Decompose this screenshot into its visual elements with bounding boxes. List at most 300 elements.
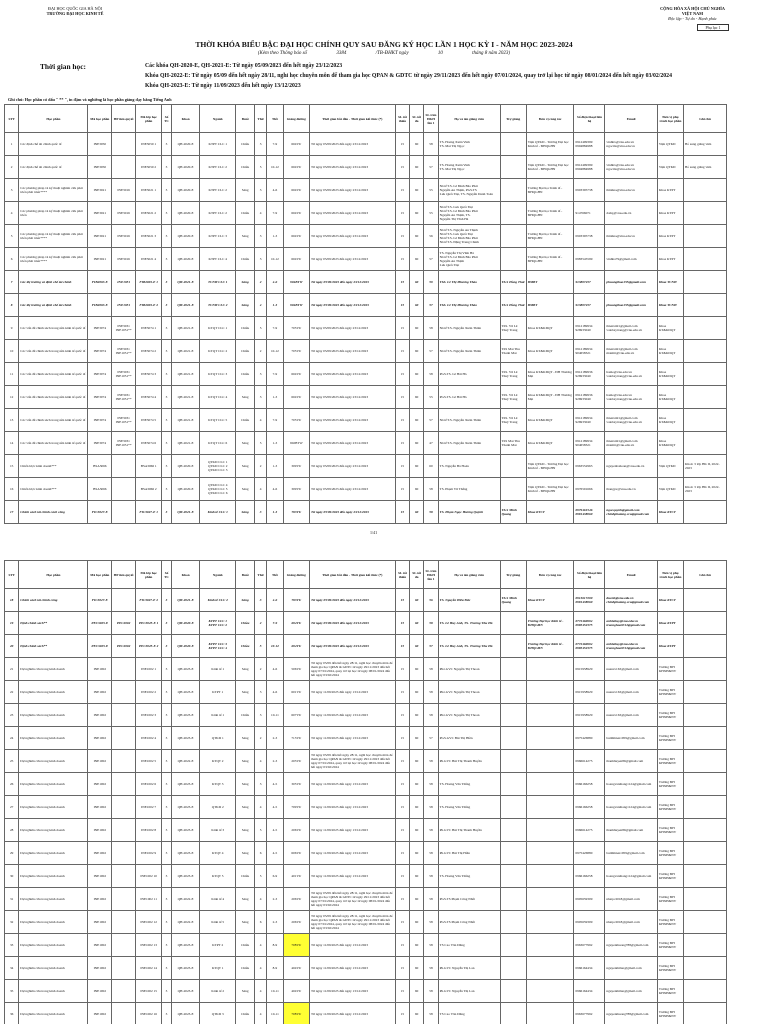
major-cell: KTQT CLC 6 [200, 432, 236, 455]
stt-cell: 34 [5, 957, 19, 980]
major-cell: Kinh tế 3 [200, 819, 236, 842]
note-cell [684, 432, 727, 455]
class-code-cell: INE1002 10 [136, 865, 162, 888]
affiliation-cell [526, 934, 574, 957]
note-cell [684, 865, 727, 888]
table-row [5, 179, 727, 202]
room-cell: 904BTW [283, 294, 309, 317]
major-cell: Kinh tế 1 [200, 704, 236, 727]
credits-cell: 3 [162, 819, 172, 842]
table-row [5, 819, 727, 842]
stt-cell: 1 [5, 133, 19, 156]
room-cell: 902BTW [283, 432, 309, 455]
room-cell: 703VU [283, 501, 309, 524]
phone-cell: 0912189934 904658321 [574, 340, 605, 363]
prerequisite-cell: INE3016 [112, 179, 136, 202]
credits-cell: 3 [162, 202, 172, 225]
prerequisite-cell: INE3016 [112, 248, 136, 271]
cohort-cell: QH-2021-E [171, 409, 200, 432]
course-code-cell: INE1002 [88, 750, 112, 773]
session-cell: Sáng [236, 501, 255, 524]
max-size-cell: 60 [410, 317, 424, 340]
email-cell: hoangvanthang1124@gmail.com [605, 773, 657, 796]
period-cell: 7-9 [267, 409, 284, 432]
credits-cell: 3 [162, 271, 172, 294]
cohort-cell: QH-2021-E [171, 317, 200, 340]
phone-cell: 0975426880 [574, 842, 605, 865]
min-size-cell: 15 [395, 248, 409, 271]
session-cell: Chiều [236, 635, 255, 658]
note-cell [684, 363, 727, 386]
schedule-table-page-2 [4, 560, 727, 1024]
column-header: Họ và tên giảng viên [438, 561, 500, 589]
department-cell: Trường ĐH KHXH&NV [657, 796, 683, 819]
note-cell [684, 934, 727, 957]
min-size-cell: 15 [395, 727, 409, 750]
credits-cell: 3 [162, 317, 172, 340]
lecturer-cell: Phó.GVC Nguyễn Thị Thoan [438, 658, 500, 681]
course-code-cell: INE1002 [88, 681, 112, 704]
class-code-cell: INE3074 2 [136, 340, 162, 363]
department-cell: Trường ĐH KHXH&NV [657, 957, 683, 980]
max-size-cell: 60 [410, 202, 424, 225]
phone-cell: 0976591666 [574, 478, 605, 501]
note-cell [684, 980, 727, 1003]
duration-cell: Từ ngày 11/09/2023 đến ngày 13/12/2023 [309, 957, 395, 980]
note-line: Ghi chú: Học phần có dấu " ** ", in đậm và nghiêng là học phần giảng dạy bằng Tiếng Anh [8, 97, 172, 102]
weekday-cell: 3 [255, 501, 267, 524]
prerequisite-cell [112, 842, 136, 865]
note-cell [684, 773, 727, 796]
phone-cell: 0966164434 [574, 980, 605, 1003]
major-cell: KTQT 4 [200, 842, 236, 865]
email-cell: hoangvanthang1124@gmail.com [605, 796, 657, 819]
cohort-cell: QH-2020-E [171, 179, 200, 202]
lecturer-cell: PGS.GVC Bùi Thị Hiền [438, 727, 500, 750]
column-header: STT [5, 105, 19, 133]
weekday-cell: 5 [255, 432, 267, 455]
room-cell: 705VU [283, 340, 309, 363]
max-size-cell: 60 [410, 727, 424, 750]
major-cell: Kinh tế 4 [200, 888, 236, 911]
table-row [5, 432, 727, 455]
credits-cell: 3 [162, 727, 172, 750]
course-name-cell: Chiến lược kinh doanh*** [19, 455, 88, 478]
lecturer-cell: Ph.GVC Bùi Thị Hiền [438, 842, 500, 865]
phone-cell: 0912499399 0904884988 [574, 156, 605, 179]
note-cell [684, 409, 727, 432]
department-cell: Viện QTKD [657, 133, 683, 156]
major-cell: KTPT CLC 4 [200, 248, 236, 271]
room-cell: 601VU [283, 681, 309, 704]
room-cell: 904BTW [283, 271, 309, 294]
stt-cell: 3 [5, 179, 19, 202]
cohort-cell: QH-2020-E [171, 612, 200, 635]
min-size-cell: 15 [395, 842, 409, 865]
session-cell: Sáng [236, 727, 255, 750]
assistant-cell [500, 750, 526, 773]
period-cell: 1-3 [267, 386, 284, 409]
course-name-cell: Các phương pháp và kỹ thuật nghiên cứu phát triển [19, 202, 88, 225]
column-header: SL tối thiểu [395, 105, 409, 133]
class-code-cell: INE1002 3 [136, 704, 162, 727]
course-name-cell: Định chính sách** [19, 635, 88, 658]
course-name-cell: Các vấn đề chính sách trong nền kinh tế quốc tế [19, 317, 88, 340]
lecturer-cell: Phó.GVC Nguyễn Thị Thoan [438, 704, 500, 727]
column-header: Đơn vị phụ trách học phần [657, 105, 683, 133]
course-code-cell: BSA3066 [88, 455, 112, 478]
affiliation-cell [526, 681, 574, 704]
email-cell: nguyenthilan@gmail.com [605, 957, 657, 980]
email-cell: nguyenthuong788@gmail.com [605, 1003, 657, 1024]
phone-cell: 0963552963 [574, 455, 605, 478]
note-cell [684, 612, 727, 635]
min-size-cell: 15 [395, 133, 409, 156]
min-size-cell: 15 [395, 957, 409, 980]
max-size-cell: 60 [410, 750, 424, 773]
room-cell: 404VU [283, 980, 309, 1003]
prerequisite-cell [112, 773, 136, 796]
column-header: Email [605, 105, 657, 133]
credits-cell: 3 [162, 294, 172, 317]
assistant-cell: ThS. Vũ Lê Thuỳ Trang [500, 409, 526, 432]
registered-cell: 57 [424, 340, 438, 363]
prerequisite-cell: INE3016 [112, 202, 136, 225]
max-size-cell: 60 [410, 179, 424, 202]
assistant-cell: ThS. Vũ Lê Thuỳ Trang [500, 317, 526, 340]
min-size-cell: 15 [395, 363, 409, 386]
course-name-cell: Dự nghiên cứu trong kinh doanh [19, 727, 88, 750]
duration-cell: Từ ngày 05/09/2023 đến ngày 23/12/2023 [309, 501, 395, 524]
max-size-cell: 60 [410, 888, 424, 911]
weekday-cell: 3 [255, 386, 267, 409]
major-cell: QTKD CLC 1 QTKD CLC 2 QTKD CLC 3 [200, 455, 236, 478]
min-size-cell: 15 [395, 271, 409, 294]
session-cell: Chiều [236, 957, 255, 980]
schedule-table-page-1 [4, 104, 727, 524]
room-cell: 708VU [283, 1003, 309, 1024]
max-size-cell: 60 [410, 455, 424, 478]
min-size-cell: 15 [395, 478, 409, 501]
column-header: Số TC [162, 561, 172, 589]
room-cell: 713VU [283, 727, 309, 750]
column-header: HP tiên quyết [112, 105, 136, 133]
major-cell: KTPT CLC 1 [200, 133, 236, 156]
lecturer-cell: NGƯT.S. Nguyễn An Thịnh NGƯT.S. Lưu Quốc Đạt NGƯT.S. Lê Đình Bảo Phát NGƯT.S. Đặng Trung Chính [438, 225, 500, 248]
affiliation-cell [526, 704, 574, 727]
major-cell: QTKD 1 [200, 727, 236, 750]
note-cell [684, 501, 727, 524]
cohort-cell: QH-2021-E [171, 294, 200, 317]
period-cell: 10-11 [267, 1003, 284, 1024]
class-code-cell: FIC3027-E 1 [136, 501, 162, 524]
assistant-cell [500, 773, 526, 796]
department-cell: Viện QTKD [657, 455, 683, 478]
class-code-cell: INE1002 1 [136, 658, 162, 681]
min-size-cell: 15 [395, 773, 409, 796]
credits-cell: 3 [162, 409, 172, 432]
phone-cell: 0963677992 [574, 1003, 605, 1024]
cohort-cell: QH-2021-E [171, 363, 200, 386]
page-number: 1/41 [370, 530, 378, 535]
major-cell: QTKD CLC 4 QTKD CLC 5 QTKD CLC 6 [200, 478, 236, 501]
major-cell: KTQT CLC 1 [200, 317, 236, 340]
column-header: Số điện thoại liên hệ [574, 561, 605, 589]
min-size-cell: 15 [395, 589, 409, 612]
credits-cell: 3 [162, 612, 172, 635]
affiliation-cell: Trường Đại học Kinh tế - ĐHQGHN [526, 202, 574, 225]
assistant-cell [500, 980, 526, 1003]
course-code-cell: INE1002 [88, 934, 112, 957]
duration-cell: Từ ngày 05/09/2023 đến ngày 23/12/2023 [309, 612, 395, 635]
column-header: Trợ giảng [500, 105, 526, 133]
affiliation-cell [526, 773, 574, 796]
min-size-cell: 15 [395, 340, 409, 363]
note-cell [684, 727, 727, 750]
weekday-cell: 2 [255, 271, 267, 294]
major-cell: KTQT CLC 5 [200, 409, 236, 432]
column-header: Thời gian bắt đầu - Thời gian kết thúc (*) [309, 561, 395, 589]
email-cell: ngocquynh@gmail.com chinhphamng.vcu@gmail.com [605, 501, 657, 524]
phone-cell: 0912189936 926933040 [574, 386, 605, 409]
min-size-cell: 15 [395, 750, 409, 773]
min-size-cell: 15 [395, 635, 409, 658]
period-cell: 10-12 [267, 156, 284, 179]
note-cell [684, 202, 727, 225]
course-name-cell: Dự nghiên cứu trong kinh doanh [19, 796, 88, 819]
prerequisite-cell [112, 750, 136, 773]
room-cell: 401VU [283, 865, 309, 888]
affiliation-cell: Khoa KT&KDQT [526, 317, 574, 340]
assistant-cell [500, 865, 526, 888]
course-code-cell: INE1002 [88, 865, 112, 888]
stt-cell: 12 [5, 386, 19, 409]
cohort-cell: QH-2020-E [171, 133, 200, 156]
column-header: Đơn vị công tác [526, 105, 574, 133]
registered-cell: 58 [424, 363, 438, 386]
weekday-cell: 4 [255, 478, 267, 501]
major-cell: KTQT CLC 2 [200, 340, 236, 363]
assistant-cell [500, 478, 526, 501]
major-cell: KTQT CLC 4 [200, 386, 236, 409]
cohort-cell: QH-2022-E [171, 888, 200, 911]
major-cell: QTKD 2 [200, 796, 236, 819]
assistant-cell [500, 957, 526, 980]
affiliation-cell: Viện QTKD - Trường Đại học Kinh tế - ĐHQGHN [526, 156, 574, 179]
cohort-cell: QH-2022-E [171, 911, 200, 934]
phone-cell: 0966166258 [574, 865, 605, 888]
cohort-cell: QH-2020-E [171, 202, 200, 225]
department-cell: Khoa KTPT [657, 202, 683, 225]
cohort-cell: QH-2023-E [171, 980, 200, 1003]
course-name-cell: Các vấn đề chính sách trong nền kinh tế quốc tế [19, 363, 88, 386]
session-cell: Chiều [236, 363, 255, 386]
course-code-cell: INE1002 [88, 957, 112, 980]
prerequisite-cell [112, 888, 136, 911]
department-cell: Khoa TCNH [657, 294, 683, 317]
note-cell [684, 317, 727, 340]
department-cell: Khoa KT&KDQT [657, 317, 683, 340]
affiliation-cell: BMBT [526, 271, 574, 294]
credits-cell: 3 [162, 796, 172, 819]
affiliation-cell: Trường Đại học Kinh tế - ĐHQGHN [526, 225, 574, 248]
note-cell: Khoá: 3 lớp HK II, 2022-2023 [684, 455, 727, 478]
prerequisite-cell [112, 455, 136, 478]
credits-cell: 3 [162, 340, 172, 363]
min-size-cell: 15 [395, 819, 409, 842]
session-cell: Sáng [236, 271, 255, 294]
course-code-cell: INE1002 [88, 1003, 112, 1024]
assistant-cell [500, 819, 526, 842]
period-cell: 4-5 [267, 796, 284, 819]
lecturer-cell: PGS.TS. Lê Hải Hà [438, 363, 500, 386]
course-code-cell: INE3021 [88, 225, 112, 248]
credits-cell: 3 [162, 1003, 172, 1024]
table-row [5, 317, 727, 340]
session-cell: Sáng [236, 455, 255, 478]
max-size-cell: 60 [410, 156, 424, 179]
session-cell: Chiều [236, 248, 255, 271]
stt-cell: 14 [5, 432, 19, 455]
max-size-cell: 60 [410, 819, 424, 842]
department-cell: Khoa TCNH [657, 271, 683, 294]
weekday-cell: 3 [255, 681, 267, 704]
department-cell: Khoa KTPT [657, 225, 683, 248]
registered-cell: 57 [424, 635, 438, 658]
email-cell: datlq@vnu.edu.vn [605, 202, 657, 225]
lecturer-cell: NGƯT.S. Nguyễn Xuân Thiên [438, 432, 500, 455]
room-cell: 604VU [283, 133, 309, 156]
phone-cell: 913807457 [574, 271, 605, 294]
weekday-cell: 6 [255, 911, 267, 934]
phone-cell: 0963677992 [574, 934, 605, 957]
phone-cell: 0912499399 0904884988 [574, 133, 605, 156]
course-name-cell: Chính sách tài chính cách công [19, 501, 88, 524]
class-code-cell: INE1002 15 [136, 980, 162, 1003]
table-row [5, 888, 727, 911]
affiliation-cell [526, 911, 574, 934]
note-cell [684, 911, 727, 934]
phone-cell: 0912189934 904658321 [574, 432, 605, 455]
column-header: Đơn vị công tác [526, 561, 574, 589]
note-cell [684, 340, 727, 363]
email-cell: thangpv@vnu.edu.vn [605, 478, 657, 501]
department-cell: Khoa KTPT [657, 612, 683, 635]
department-cell: Trường ĐH KHXH&NV [657, 888, 683, 911]
max-size-cell: 60 [410, 957, 424, 980]
table-row [5, 478, 727, 501]
phone-cell: 0966614275 [574, 750, 605, 773]
table-row [5, 842, 727, 865]
max-size-cell: 60 [410, 704, 424, 727]
note-cell [684, 842, 727, 865]
registered-cell: 58 [424, 317, 438, 340]
min-size-cell: 15 [395, 865, 409, 888]
lecturer-cell: PGS.TS. Lê Hải Hà [438, 386, 500, 409]
cohort-cell: QH-2023-E [171, 842, 200, 865]
period-cell: 7-9 [267, 612, 284, 635]
email-cell: thanhhuyen89@gmail.com [605, 750, 657, 773]
subtitle-part: tháng 8 năm 2023) [472, 51, 511, 56]
period-cell: 2-3 [267, 727, 284, 750]
weekday-cell: 4 [255, 934, 267, 957]
weekday-cell: 5 [255, 156, 267, 179]
lecturer-cell: Ph.GVC Bùi Thị Thanh Huyền [438, 819, 500, 842]
note-cell [684, 658, 727, 681]
course-code-cell: INE3050 [88, 156, 112, 179]
course-name-cell: Các thị trường và định chế tài chính [19, 271, 88, 294]
weekday-cell: 2 [255, 658, 267, 681]
period-cell: 2-3 [267, 888, 284, 911]
period-cell: 1-3 [267, 455, 284, 478]
prerequisite-cell [112, 727, 136, 750]
duration-cell: Từ ngày 11/09/2023 đến ngày 13/12/2023 [309, 1003, 395, 1024]
lecturer-cell: PGS.TS Phạm Công Nhất [438, 888, 500, 911]
major-cell: KTPT CLC 1 KTPT CLC 2 [200, 612, 236, 635]
stt-cell: 30 [5, 865, 19, 888]
prerequisite-cell: INE3031 INE1051** [112, 363, 136, 386]
phone-cell: 0975426880 [574, 727, 605, 750]
duration-cell: Từ ngày 05/09/2023 đến ngày 23/12/2023 [309, 635, 395, 658]
cohort-cell: QH-2023-E [171, 727, 200, 750]
stt-cell: 15 [5, 455, 19, 478]
stt-cell: 11 [5, 363, 19, 386]
registered-cell: 58 [424, 750, 438, 773]
table-row [5, 294, 727, 317]
max-size-cell: 60 [410, 363, 424, 386]
affiliation-cell: Khoa KTCT [526, 589, 574, 612]
assistant-cell: Th.S Minh Quang [500, 501, 526, 524]
course-code-cell: INE1002 [88, 911, 112, 934]
course-code-cell: INE3074 [88, 432, 112, 455]
note-cell [684, 179, 727, 202]
cohort-cell: QH-2023-E [171, 796, 200, 819]
duration-cell: Từ ngày 11/09/2023 đến ngày 13/12/2023 [309, 842, 395, 865]
room-cell: 604VU [283, 386, 309, 409]
registered-cell: 58 [424, 819, 438, 842]
max-size-cell: 60 [410, 635, 424, 658]
credits-cell: 3 [162, 455, 172, 478]
note-cell [684, 589, 727, 612]
course-code-cell: INE3021 [88, 179, 112, 202]
cohort-cell: QH-2021-E [171, 340, 200, 363]
column-header: Ghi chú [684, 105, 727, 133]
email-cell: nguyenthuong788@gmail.com [605, 934, 657, 957]
credits-cell: 3 [162, 658, 172, 681]
weekday-cell: 2 [255, 727, 267, 750]
credits-cell: 3 [162, 363, 172, 386]
major-cell: KTQT 5 [200, 865, 236, 888]
note-cell: Bổ sung giảng viên [684, 156, 727, 179]
lecturer-cell: Ph.GVC Nguyễn Thị Lan [438, 980, 500, 1003]
credits-cell: 3 [162, 888, 172, 911]
session-cell: Sáng [236, 842, 255, 865]
assistant-cell [500, 225, 526, 248]
room-cell: 604VU [283, 248, 309, 271]
duration-cell: Từ ngày 05/09/2023 đến ngày 23/12/2023 [309, 363, 395, 386]
email-cell: vinhhx@vnu.edu.vn ngocmt@vnu.edu.vn [605, 133, 657, 156]
table-row [5, 773, 727, 796]
major-cell: Kinh tế 5 [200, 911, 236, 934]
prerequisite-cell [112, 478, 136, 501]
lecturer-cell: TS. Hoàng Xuân Vinh TS. Mai Thị Ngọc [438, 156, 500, 179]
column-header: Giảng đường [283, 105, 309, 133]
prerequisite-cell [112, 681, 136, 704]
course-name-cell: Dự nghiên cứu trong kinh doanh [19, 819, 88, 842]
department-cell: Trường ĐH KHXH&NV [657, 658, 683, 681]
department-cell: Viện QTKD [657, 156, 683, 179]
column-header: SL trên ĐKH lần 1 [424, 561, 438, 589]
